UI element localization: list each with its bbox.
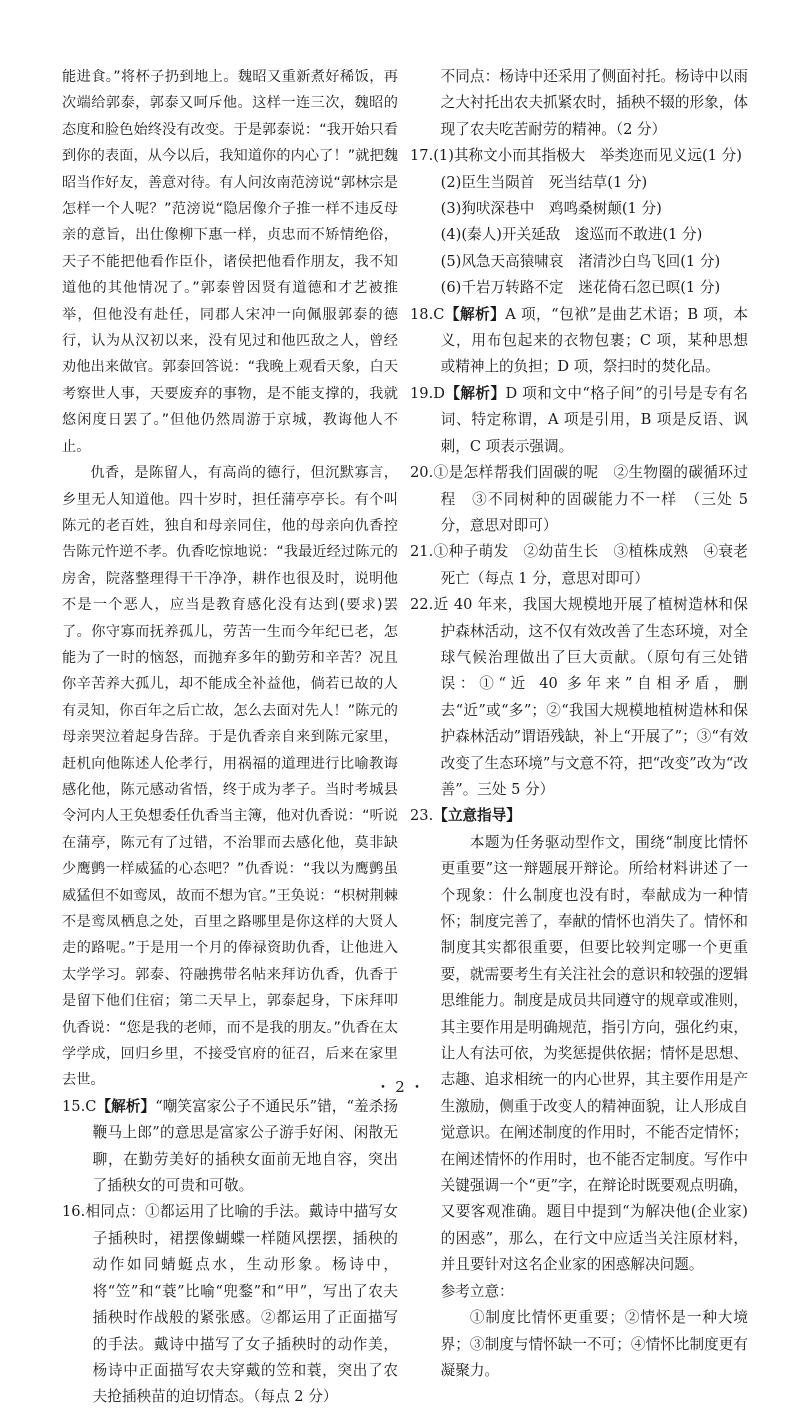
question-16 (62, 1199, 398, 1410)
question-20-text: ①是怎样帮我们固碳的呢 ②生物圈的碳循环过程 ③不同树种的固碳能力不一样 （三处 5 分，意思对即可） (433, 464, 748, 534)
question-20 (410, 460, 748, 539)
page-number: ・ 2 ・ (375, 1078, 425, 1096)
question-18-answer: C (433, 305, 445, 323)
question-17-line-1: (1)其称文小而其指极大 举类迩而见义远(1 分) (433, 147, 742, 165)
question-19-text: D 项和文中“格子间”的引号是专有名词、特定称谓，A 项是引用，B 项是反语、讽刺，C 项表示强调。 (440, 384, 748, 455)
question-17 (410, 143, 748, 169)
question-19-number: 19. (410, 384, 434, 402)
question-19-tag: 【解析】 (444, 384, 506, 402)
question-23-reference-label: 参考立意： (440, 1282, 514, 1300)
translation-paragraph-1: 能进食。”将杯子扔到地上。魏昭又重新煮好稀饭，再次端给郭泰，郭泰又呵斥他。这样一连三次，魏昭的态度和脸色始终没有改变。于是郭泰说：“我开始只看到你的表面，从今以后，我知道你的内心了！”就把魏昭当作好友，善意对待。有人问汝南范滂说“郭林宗是怎样一个人呢？”范滂说“隐居像介子推一样不违反母亲的意旨，出仕像柳下惠一样，贞忠而不矫情绝俗，天子不能把他看作臣仆，诸侯把他看作朋友，我不知道他的其他情况了。”郭泰曾因贤有道德和才艺被推举，但他没有赴任，同郡人宋冲一向佩服郭泰的德行，认为从汉初以来，没有见过和他匹敌之人，曾经劝他出来做官。郭泰回答说：“我晚上观看天象，白天考察世人事，天要废弃的事物，是不能支撑的，我就悠闲度日罢了。”但他仍然周游于京城，教诲他人不止。 (62, 69, 398, 455)
question-15-number: 15. (62, 1097, 86, 1115)
question-17-line: (3)狗吠深巷中 鸡鸣桑树颠(1 分) (440, 200, 662, 218)
question-15 (62, 1094, 398, 1200)
question-23 (410, 803, 748, 829)
question-23-guidance: 本题为任务驱动型作文，围绕“制度比情怀更重要”这一辩题展开辩论。所给材料讲述了一个现象：什么制度也没有时，奉献成为一种情怀；制度完善了，奉献的情怀也消失了。情怀和制度其实都很重要，但要比较判定哪一个更重要，就需要考生有关注社会的意识和较强的逻辑思维能力。制度是成员共同遵守的规章或准则，其主要作用是明确规范，指引方向，强化约束，让人有法可依，为奖惩提供依据；情怀是思想、志趣、追求相统一的内心世界，其主要作用是产生激励，侧重于改变人的精神面貌，让人形成自觉意识。在阐述制度的作用时，不能否定情怀；在阐述情怀的作用时，也不能否定制度。写作中关键强调一个“更”字，在辩论时既要观点明确，又要客观准确。题目中提到“为解决他(企业家)的困惑”，那么，在行文中应适当关注原材料，并且要针对这名企业家的困惑解决问题。 (440, 833, 748, 1274)
question-17-line: (5)风急天高猿啸哀 渚清沙白鸟飞回(1 分) (440, 252, 721, 270)
question-17-number: 17. (410, 147, 434, 165)
right-column (410, 64, 748, 1384)
question-19-answer: D (433, 384, 445, 402)
question-17-line: (2)臣生当陨首 死当结草(1 分) (440, 173, 648, 191)
question-16-number: 16. (62, 1203, 86, 1221)
question-21-text: ①种子萌发 ②幼苗生长 ③植株成熟 ④衰老死亡（每点 1 分，意思对即可） (433, 543, 748, 587)
question-18-number: 18. (410, 305, 434, 323)
question-21-number: 21. (410, 543, 434, 561)
question-20-number: 20. (410, 464, 434, 482)
question-18 (410, 302, 748, 381)
question-16-continued: 不同点：杨诗中还采用了侧面衬托。杨诗中以雨之大衬托出农夫抓紧农时，插秧不辍的形象，体现了农夫吃苦耐劳的精神。（2 分） (440, 68, 748, 138)
left-column (62, 64, 398, 1411)
question-16-text: 相同点：①都运用了比喻的手法。戴诗中描写女子插秧时，裙摆像蝴蝶一样随风摆摆，插秧的动作如同蜻蜓点水，生动形象。杨诗中，将“笠”和“蓑”比喻“兜鍪”和“甲”，写出了农夫插秧时作战般的紧张感。②都运用了正面描写的手法。戴诗中描写了女子插秧时的动作美，杨诗中正面描写农夫穿戴的笠和蓑，突出了农夫抢插秧苗的迫切情态。（每点 2 分） (85, 1203, 398, 1406)
question-15-text: “嘲笑富家公子不通民乐”错，“羞杀扬鞭马上郎”的意思是富家公子游手好闲、闲散无聊，在勤劳美好的插秧女面前无地自容，突出了插秧女的可贵和可敬。 (92, 1097, 398, 1195)
question-22 (410, 592, 748, 803)
question-17-line: (6)千岩万转路不定 迷花倚石忽已暝(1 分) (440, 279, 721, 297)
question-15-answer: C (85, 1097, 97, 1115)
question-18-text: A 项，“包袱”是曲艺术语；B 项，本义，用布包起来的衣物包裹；C 项，某种思想或精神上的负担；D 项，祭扫时的焚化品。 (440, 305, 748, 376)
question-15-tag: 【解析】 (96, 1097, 156, 1115)
question-23-tag: 【立意指导】 (433, 807, 521, 825)
question-23-reference: ①制度比情怀更重要；②情怀是一种大境界；③制度与情怀缺一不可；④情怀比制度更有凝聚力。 (440, 1309, 748, 1379)
question-22-text: 近 40 年来，我国大规模地开展了植树造林和保护森林活动，这不仅有效改善了生态环境，对全球气候治理做出了巨大贡献。（原句有三处错误：①“近 40 多年来”自相矛盾，删去“近”或“多”；②“我国大规模地植树造林和保护森林活动”谓语残缺，补上“开展了”；③“有效改变了生态环境”与文意不符，把“改变”改为“改善”。三处 5 分） (433, 596, 748, 798)
question-18-tag: 【解析】 (444, 305, 506, 323)
question-17-line: (4)(秦人)开关延敌 逡巡而不敢进(1 分) (440, 226, 703, 244)
question-22-number: 22. (410, 596, 434, 614)
translation-paragraph-2: 仇香，是陈留人，有高尚的德行，但沉默寡言，乡里无人知道他。四十岁时，担任蒲亭亭长。有个叫陈元的老百姓，独自和母亲同住，他的母亲向仇香控告陈元忤逆不孝。仇香吃惊地说：“我最近经过陈元的房舍，院落整理得干干净净，耕作也很及时，说明他不是一个恶人，应当是教育感化没有达到(要求)罢了。你守寡而抚养孤儿，劳苦一生而今年纪已老，怎能为了一时的恼怒，而抛弃多年的勤劳和辛苦？况且你辛苦养大孤儿，却不能成全补益他，倘若已故的人有灵知，你百年之后亡故，怎么去面对先人！”陈元的母亲哭泣着起身告辞。于是仇香亲自来到陈元家里，赶机向他陈述人伦孝行，用祸福的道理进行比喻教诲感化他，陈元感动省悟，终于成为孝子。当时考城县令河内人王奂想委任仇香当主簿，他对仇香说：“听说在蒲亭，陈元有了过错，不治罪而去感化他，莫非缺少鹰鹯一样威猛的心态吧？”仇香说：“我以为鹰鹯虽威猛但不如鸾凤，故而不想为官。”王奂说：“枳树荆棘不是鸾凤栖息之处，百里之路哪里是你这样的大贤人走的路呢。”于是用一个月的俸禄资助仇香，让他进入太学学习。郭泰、符融携带名帖来拜访仇香，仇香于是留下他们住宿；第二天早上，郭泰起身，下床拜叩仇香说：“您是我的老师，而不是我的朋友。”仇香在太学学成，回归乡里，不接受官府的征召，后来在家里去世。 (62, 465, 398, 1089)
question-23-number: 23. (410, 807, 434, 825)
question-21 (410, 539, 748, 592)
question-19 (410, 381, 748, 460)
